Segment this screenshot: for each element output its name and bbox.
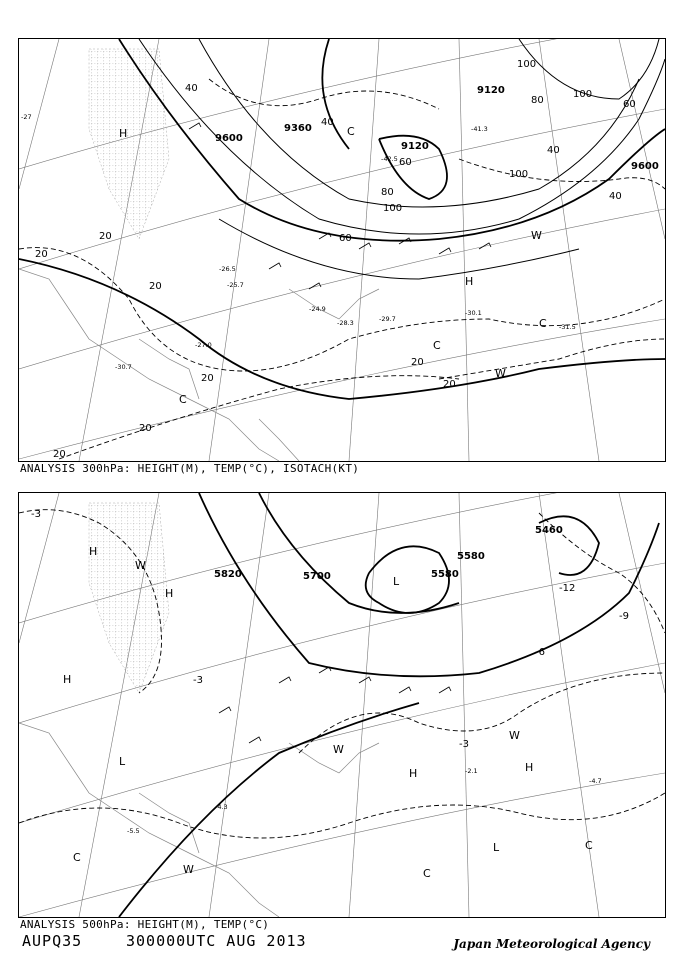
chart-300hpa [18,38,666,462]
high-center: H [119,127,128,140]
isotherm-label: -6 [535,647,545,658]
warm-center: W [183,863,194,876]
cold-center: C [179,393,187,406]
isotach-label: 20 [149,281,162,292]
temp-label: -24.9 [309,305,326,313]
temp-label: -26.5 [219,265,236,273]
height-label: 5820 [214,569,242,580]
isotach-label: 40 [547,145,560,156]
temp-label: -42.5 [381,155,398,163]
temp-label: -4.3 [215,803,228,811]
temp-label: -31.5 [559,323,576,331]
temp-label: -4.7 [589,777,602,785]
isotherm-label: -3 [193,675,203,686]
height-label: 9360 [284,123,312,134]
isotach-label: 60 [623,99,636,110]
height-label: 9120 [477,85,505,96]
map-500hpa [19,493,665,917]
temp-label: -2.1 [465,767,478,775]
high-center: H [89,545,98,558]
warm-center: W [135,559,146,572]
height-label: 9600 [215,133,243,144]
isotherm-label: -3 [459,739,469,750]
height-label: 9120 [401,141,429,152]
isotach-label: 20 [201,373,214,384]
warm-center: W [531,229,542,242]
bulletin-code: AUPQ35 [22,932,83,950]
temp-label: -5.5 [127,827,140,835]
coastline [19,269,379,461]
high-center: H [525,761,534,774]
chart-500hpa [18,492,666,918]
isotherm-label: -3 [31,509,41,520]
cold-center: C [585,839,593,852]
isotach-label: 20 [443,379,456,390]
caption-300hpa: ANALYSIS 300hPa: HEIGHT(M), TEMP(°C), ISOTACH(KT) [20,462,360,475]
warm-center: W [509,729,520,742]
height-label: 5580 [431,569,459,580]
temp-label: -29.7 [379,315,396,323]
valid-time: 300000UTC AUG 2013 [126,932,307,950]
map-300hpa [19,39,665,461]
height-label: 5700 [303,571,331,582]
temp-label: -30.1 [465,309,482,317]
isotach-label: 60 [399,157,412,168]
high-center: H [63,673,72,686]
isotach-label: 40 [185,83,198,94]
height-label: 5580 [457,551,485,562]
isotach-label: 100 [573,89,593,100]
isotach-label: 40 [609,191,622,202]
isotach-label: 80 [531,95,544,106]
wind-barbs [219,667,451,743]
cold-center: C [73,851,81,864]
isotach-label: 100 [509,169,529,180]
temp-label: -41.3 [471,125,488,133]
isotach-label: 20 [53,449,66,460]
isotherm-label: -9 [619,611,629,622]
warm-center: W [333,743,344,756]
isotach-label: 20 [411,357,424,368]
cold-center: C [347,125,355,138]
caption-500hpa: ANALYSIS 500hPa: HEIGHT(M), TEMP(°C) [20,918,270,931]
temp-label: -25.7 [227,281,244,289]
isotach-label: 20 [139,423,152,434]
isotach-label: 40 [321,117,334,128]
high-center: H [465,275,474,288]
agency-name: Japan Meteorological Agency [453,937,650,951]
warm-center: W [495,367,506,380]
isotach-label: 20 [99,231,112,242]
height-contours [119,493,659,917]
cold-center: C [433,339,441,352]
cold-center: C [539,317,547,330]
temp-label: -27 [21,113,32,121]
temp-label: -27.0 [195,341,212,349]
terrain-hatching [89,49,169,239]
low-center: L [119,755,126,768]
high-center: H [165,587,174,600]
coastline [19,723,379,917]
temp-label: -30.7 [115,363,132,371]
isotach-label: 60 [339,233,352,244]
height-label: 9600 [631,161,659,172]
high-center: H [409,767,418,780]
low-center: L [493,841,500,854]
low-center: L [393,575,400,588]
cold-center: C [423,867,431,880]
terrain-hatching [89,503,169,693]
height-label: 5460 [535,525,563,536]
isotach-label: 100 [517,59,537,70]
isotach-label: 100 [383,203,403,214]
isotherm-label: -12 [559,583,576,594]
temp-label: -28.3 [337,319,354,327]
isotach-label: 80 [381,187,394,198]
isotach-label: 20 [35,249,48,260]
